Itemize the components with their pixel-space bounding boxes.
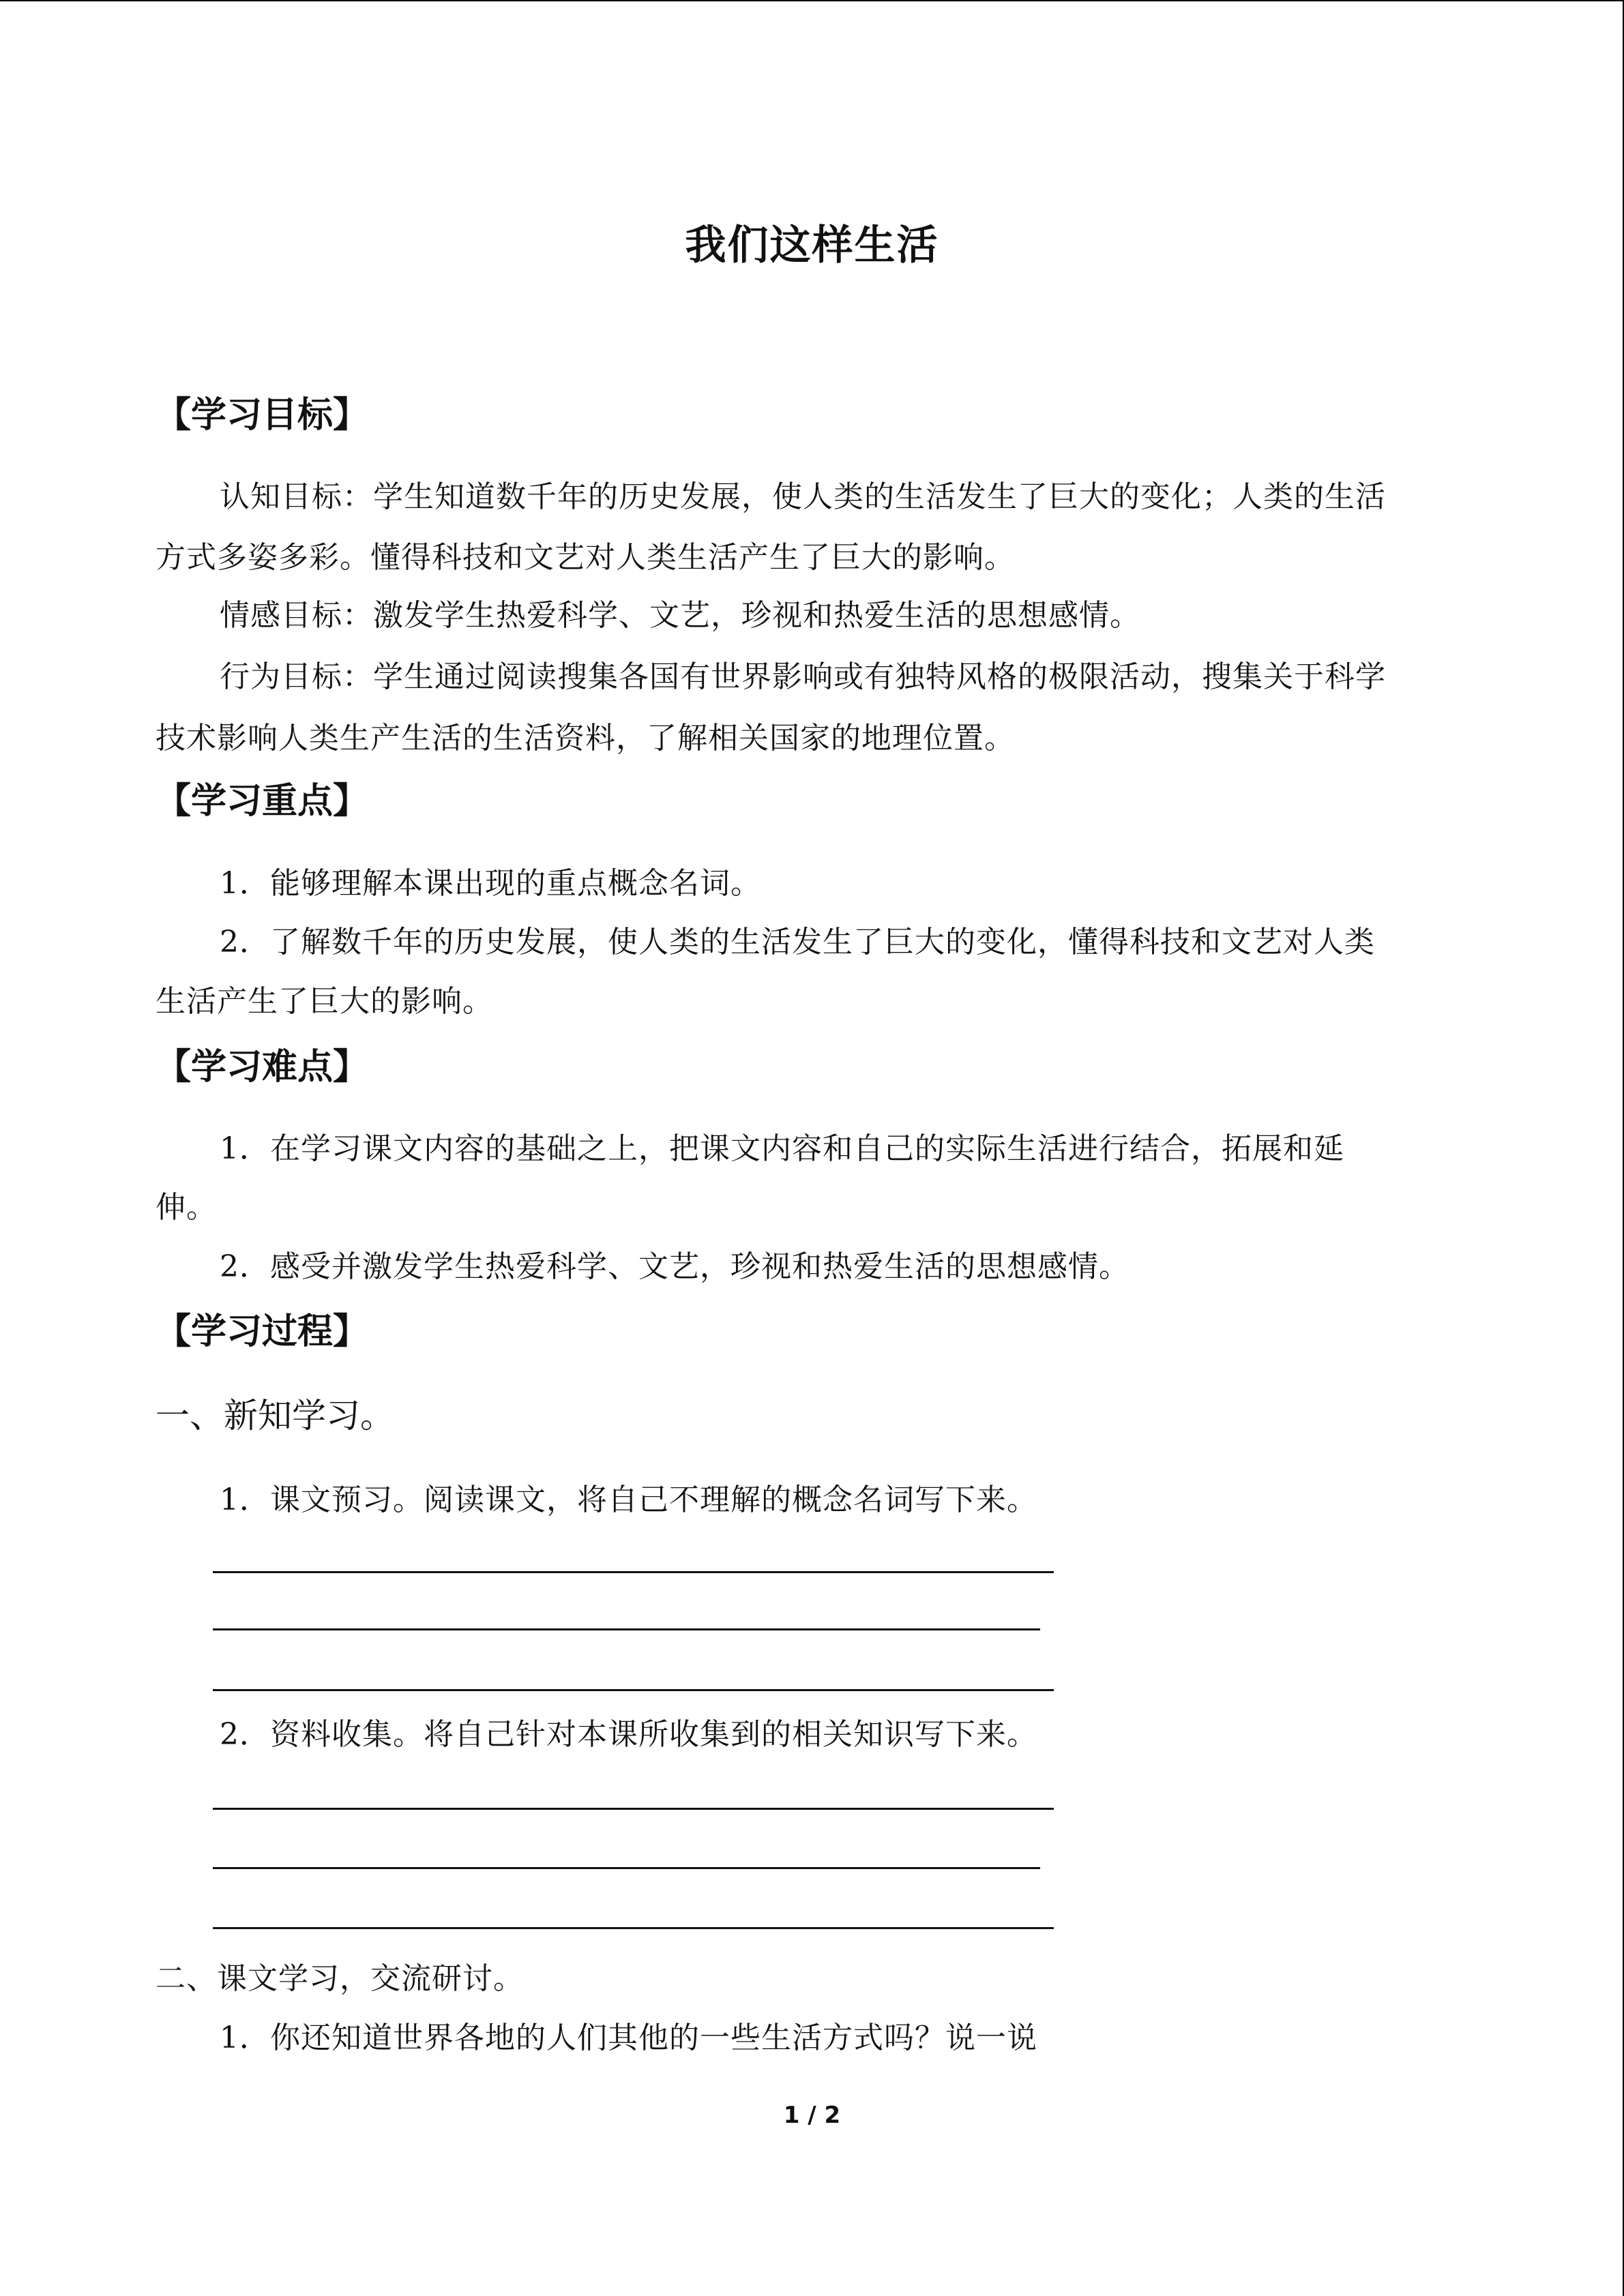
task-collect: 2．资料收集。将自己针对本课所收集到的相关知识写下来。 [220,1717,1037,1752]
difficulty-2: 2．感受并激发学生热爱科学、文艺，珍视和热爱生活的思想感情。 [220,1249,1130,1284]
answer-line[interactable] [213,1867,1040,1869]
answer-line[interactable] [213,1689,1054,1691]
answer-line[interactable] [213,1808,1054,1810]
page-number: 1 / 2 [783,2102,841,2129]
question-1: 1．你还知道世界各地的人们其他的一些生活方式吗？说一说 [220,2021,1037,2055]
objective-emotional: 情感目标：激发学生热爱科学、文艺，珍视和热爱生活的思想感情。 [220,598,1140,633]
section-discussion: 二、课文学习，交流研讨。 [156,1961,524,1996]
heading-difficulties: 【学习难点】 [156,1047,369,1088]
section-new-knowledge: 一、新知学习。 [156,1396,394,1435]
objective-cognitive-line1: 认知目标：学生知道数千年的历史发展，使人类的生活发生了巨大的变化；人类的生活 [220,479,1386,514]
difficulty-1-line2: 伸。 [156,1190,217,1225]
task-preview: 1．课文预习。阅读课文，将自己不理解的概念名词写下来。 [220,1482,1037,1517]
objective-behavioral-line1: 行为目标：学生通过阅读搜集各国有世界影响或有独特风格的极限活动，搜集关于科学 [220,659,1386,694]
answer-line[interactable] [213,1628,1040,1630]
key-point-2-line2: 生活产生了巨大的影响。 [156,984,493,1019]
answer-line[interactable] [213,1571,1054,1573]
objective-behavioral-line2: 技术影响人类生产生活的生活资料，了解相关国家的地理位置。 [156,721,1015,756]
heading-objectives: 【学习目标】 [156,395,369,436]
difficulty-1-line1: 1．在学习课文内容的基础之上，把课文内容和自己的实际生活进行结合，拓展和延 [220,1131,1344,1166]
answer-line[interactable] [213,1927,1054,1929]
key-point-2-line1: 2．了解数千年的历史发展，使人类的生活发生了巨大的变化，懂得科技和文艺对人类 [220,925,1375,959]
objective-cognitive-line2: 方式多姿多彩。懂得科技和文艺对人类生活产生了巨大的影响。 [156,540,1015,575]
heading-process: 【学习过程】 [156,1311,369,1352]
heading-key-points: 【学习重点】 [156,781,369,822]
page-title: 我们这样生活 [685,222,939,269]
key-point-1: 1．能够理解本课出现的重点概念名词。 [220,866,761,901]
